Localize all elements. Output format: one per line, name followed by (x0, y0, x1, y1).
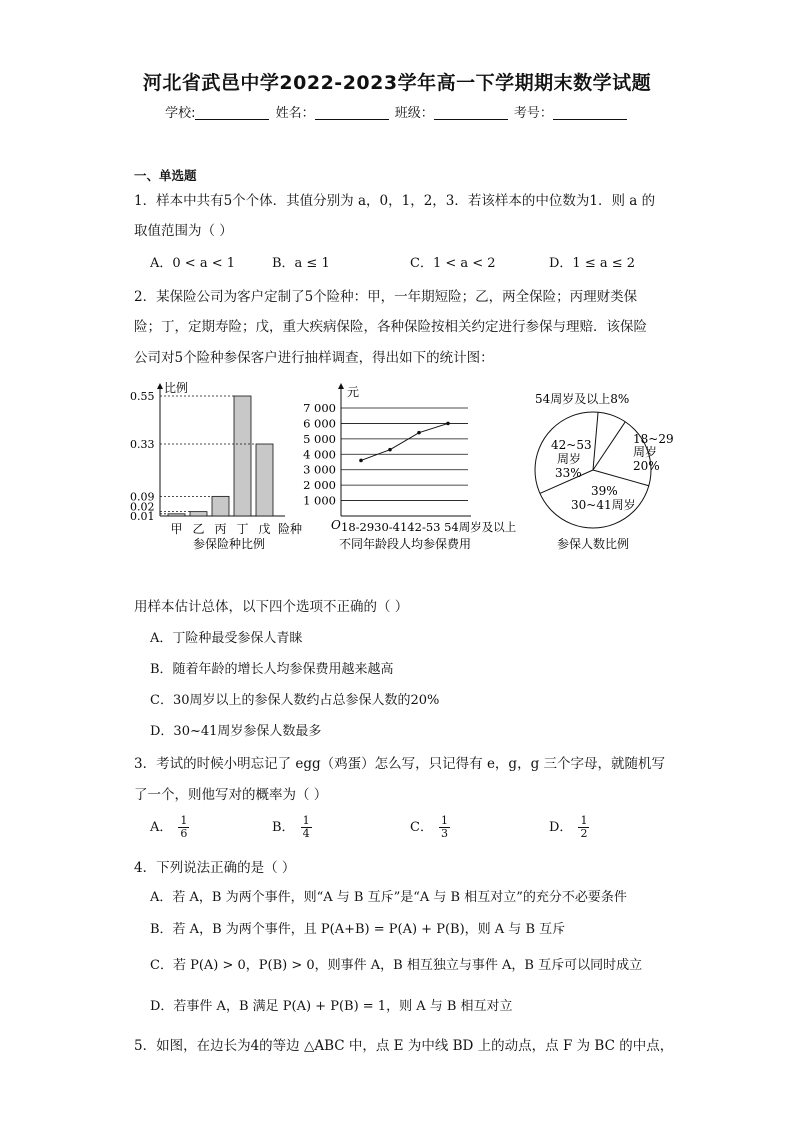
q3-option-a-label: A． (150, 820, 173, 835)
denominator: 3 (440, 827, 448, 840)
line-ylabel: 元 (347, 385, 360, 399)
pie-label-54: 54周岁及以上8% (535, 392, 630, 406)
pie-label-30-b: 30~41周岁 (571, 498, 636, 512)
q4-option-b: B．若 A，B 为两个事件，且 P(A+B) = P(A) + P(B)，则 A 与 B 互斥 (150, 922, 566, 937)
bar-戊 (256, 444, 273, 516)
line-series-path (361, 423, 448, 460)
q3-line2: 了一个，则他写对的概率为（ ） (134, 787, 328, 803)
line-y-tick-label: 7 000 (303, 401, 336, 415)
bar-y-tick-label: 0.02 (130, 500, 155, 514)
line-y-tick-label: 5 000 (303, 431, 336, 446)
fraction (578, 815, 589, 840)
name-blank[interactable] (315, 105, 389, 120)
class-blank[interactable] (434, 105, 508, 120)
line-origin-label: O (331, 518, 341, 532)
student-info-row (0, 102, 794, 121)
q3-option-b (272, 815, 312, 840)
bar-甲 (168, 514, 185, 516)
q2-option-c: C．30周岁以上的参保人数约占总参保人数的20% (150, 693, 440, 708)
numerator: 1 (180, 814, 188, 827)
exam-title: 河北省武邑中学2022-2023学年高一下学期期末数学试题 (142, 72, 652, 94)
line-point-54周岁及以上 (446, 422, 450, 426)
bar-y-tick-label: 0.33 (130, 438, 155, 451)
bar-y-tick-label: 0.01 (130, 509, 155, 523)
exam-no-label: 考号： (513, 106, 553, 121)
bar-xlabel: 险种 (278, 522, 303, 536)
q1-line1: 1．样本中共有5个个体．其值分别为 a，0，1，2，3．若该样本的中位数为1．则 a 的 (134, 193, 656, 209)
bar-x-tick-label: 甲 (170, 522, 183, 536)
q2-question: 用样本估计总体，以下四个选项不正确的（ ） (134, 599, 409, 615)
bar-x-tick-label: 戊 (258, 522, 271, 536)
pie-chart-insured-ratio (535, 391, 674, 551)
bar-x-tick-label: 丙 (214, 522, 227, 536)
line-y-tick-label: 1 000 (303, 493, 336, 508)
q1-option-c: C．1 < a < 2 (410, 256, 496, 271)
bar-丙 (212, 496, 229, 516)
fraction (178, 815, 189, 840)
numerator: 1 (580, 814, 588, 827)
name-label: 姓名： (275, 106, 315, 121)
q2-line2: 险；丁，定期寿险；戊，重大疾病保险，各种保险按相关约定进行参保与理赔．该保险 (134, 319, 647, 335)
numerator: 1 (440, 814, 448, 827)
bar-x-tick-label: 丁 (236, 522, 249, 536)
line-title: 不同年龄段人均参保费用 (338, 537, 472, 551)
line-y-tick-label: 4 000 (303, 447, 336, 462)
class-label: 班级： (394, 106, 434, 121)
q1-option-a: A．0 < a < 1 (150, 256, 235, 271)
fraction (301, 815, 312, 840)
line-point-42-53 (417, 431, 421, 435)
q2-line1: 2．某保险公司为客户定制了5个险种：甲，一年期短险；乙，两全保险；丙理财类保 (134, 289, 638, 305)
bar-y-tick-label: 0.55 (130, 390, 155, 403)
school-label: 学校: (165, 106, 196, 121)
bar-x-tick-label: 乙 (192, 522, 205, 536)
denominator: 2 (580, 827, 588, 840)
statistics-figure (125, 378, 674, 560)
pie-label-18-c: 20% (633, 459, 660, 473)
q3-option-d-label: D． (549, 820, 573, 835)
section-heading: 一、单选题 (134, 168, 197, 183)
q3-option-d (549, 815, 589, 840)
pie-title: 参保人数比例 (556, 537, 630, 551)
numerator: 1 (302, 814, 310, 827)
q3-option-c-label: C． (410, 820, 433, 835)
pie-label-42-c: 33% (555, 466, 582, 480)
pie-slice-boundary (593, 412, 598, 470)
q3-line1: 3．考试的时候小明忘记了 egg（鸡蛋）怎么写，只记得有 e，g，g 三个字母，就随机写 (134, 756, 666, 772)
line-chart-avg-premium (303, 384, 517, 551)
bar-丁 (234, 396, 251, 516)
line-x-tick-labels: 18-2930-4142-53 54周岁及以上 (341, 520, 517, 534)
line-point-30-41 (388, 448, 392, 452)
q3-option-b-label: B． (272, 820, 295, 835)
pie-label-42-b: 周岁 (557, 452, 582, 466)
pie-label-30-a: 39% (591, 484, 618, 498)
q4-stem: 4．下列说法正确的是（ ） (134, 860, 296, 876)
q5-line1: 5．如图，在边长为4的等边 △ABC 中，点 E 为中线 BD 上的动点，点 F 为 BC 的中点， (134, 1038, 674, 1054)
q1-option-b: B．a ≤ 1 (272, 256, 330, 271)
q3-option-c (410, 815, 450, 840)
pie-slice-boundary (593, 422, 625, 470)
line-y-tick-label: 3 000 (303, 462, 336, 477)
denominator: 4 (302, 827, 310, 840)
line-point-18-29 (359, 459, 363, 463)
bar-title: 参保险种比例 (192, 537, 266, 551)
q2-option-a: A．丁险种最受参保人青睐 (150, 631, 303, 646)
pie-label-18-a: 18~29 (633, 432, 674, 446)
q2-line3: 公司对5个险种参保客户进行抽样调查，得出如下的统计图： (134, 350, 494, 366)
school-blank[interactable] (195, 105, 269, 120)
q3-option-a (150, 815, 189, 840)
q2-option-b: B．随着年龄的增长人均参保费用越来越高 (150, 662, 394, 677)
line-y-tick-label: 6 000 (303, 416, 336, 431)
q1-line2: 取值范围为（ ） (134, 223, 233, 239)
bar-chart-insurance-ratio (130, 380, 302, 551)
q4-option-c: C．若 P(A) > 0，P(B) > 0，则事件 A，B 相互独立与事件 A，B 互斥可以同时成立 (150, 958, 643, 973)
q2-option-d: D．30~41周岁参保人数最多 (150, 724, 322, 739)
fraction (439, 815, 450, 840)
q1-option-d: D．1 ≤ a ≤ 2 (549, 256, 636, 271)
line-y-tick-label: 2 000 (303, 478, 336, 493)
exam-no-blank[interactable] (553, 105, 627, 120)
pie-label-42-a: 42~53 (551, 438, 592, 452)
bar-y-tick-label: 0.09 (130, 490, 155, 504)
q4-option-d: D．若事件 A，B 满足 P(A) + P(B) = 1，则 A 与 B 相互对立 (150, 999, 513, 1014)
denominator: 6 (180, 827, 188, 840)
pie-label-18-b: 周岁 (633, 445, 658, 459)
bar-ylabel: 比例 (164, 381, 189, 395)
q4-option-a: A．若 A，B 为两个事件，则“A 与 B 互斥”是“A 与 B 相互对立”的充分不必要条件 (150, 890, 627, 905)
bar-乙 (190, 512, 207, 516)
